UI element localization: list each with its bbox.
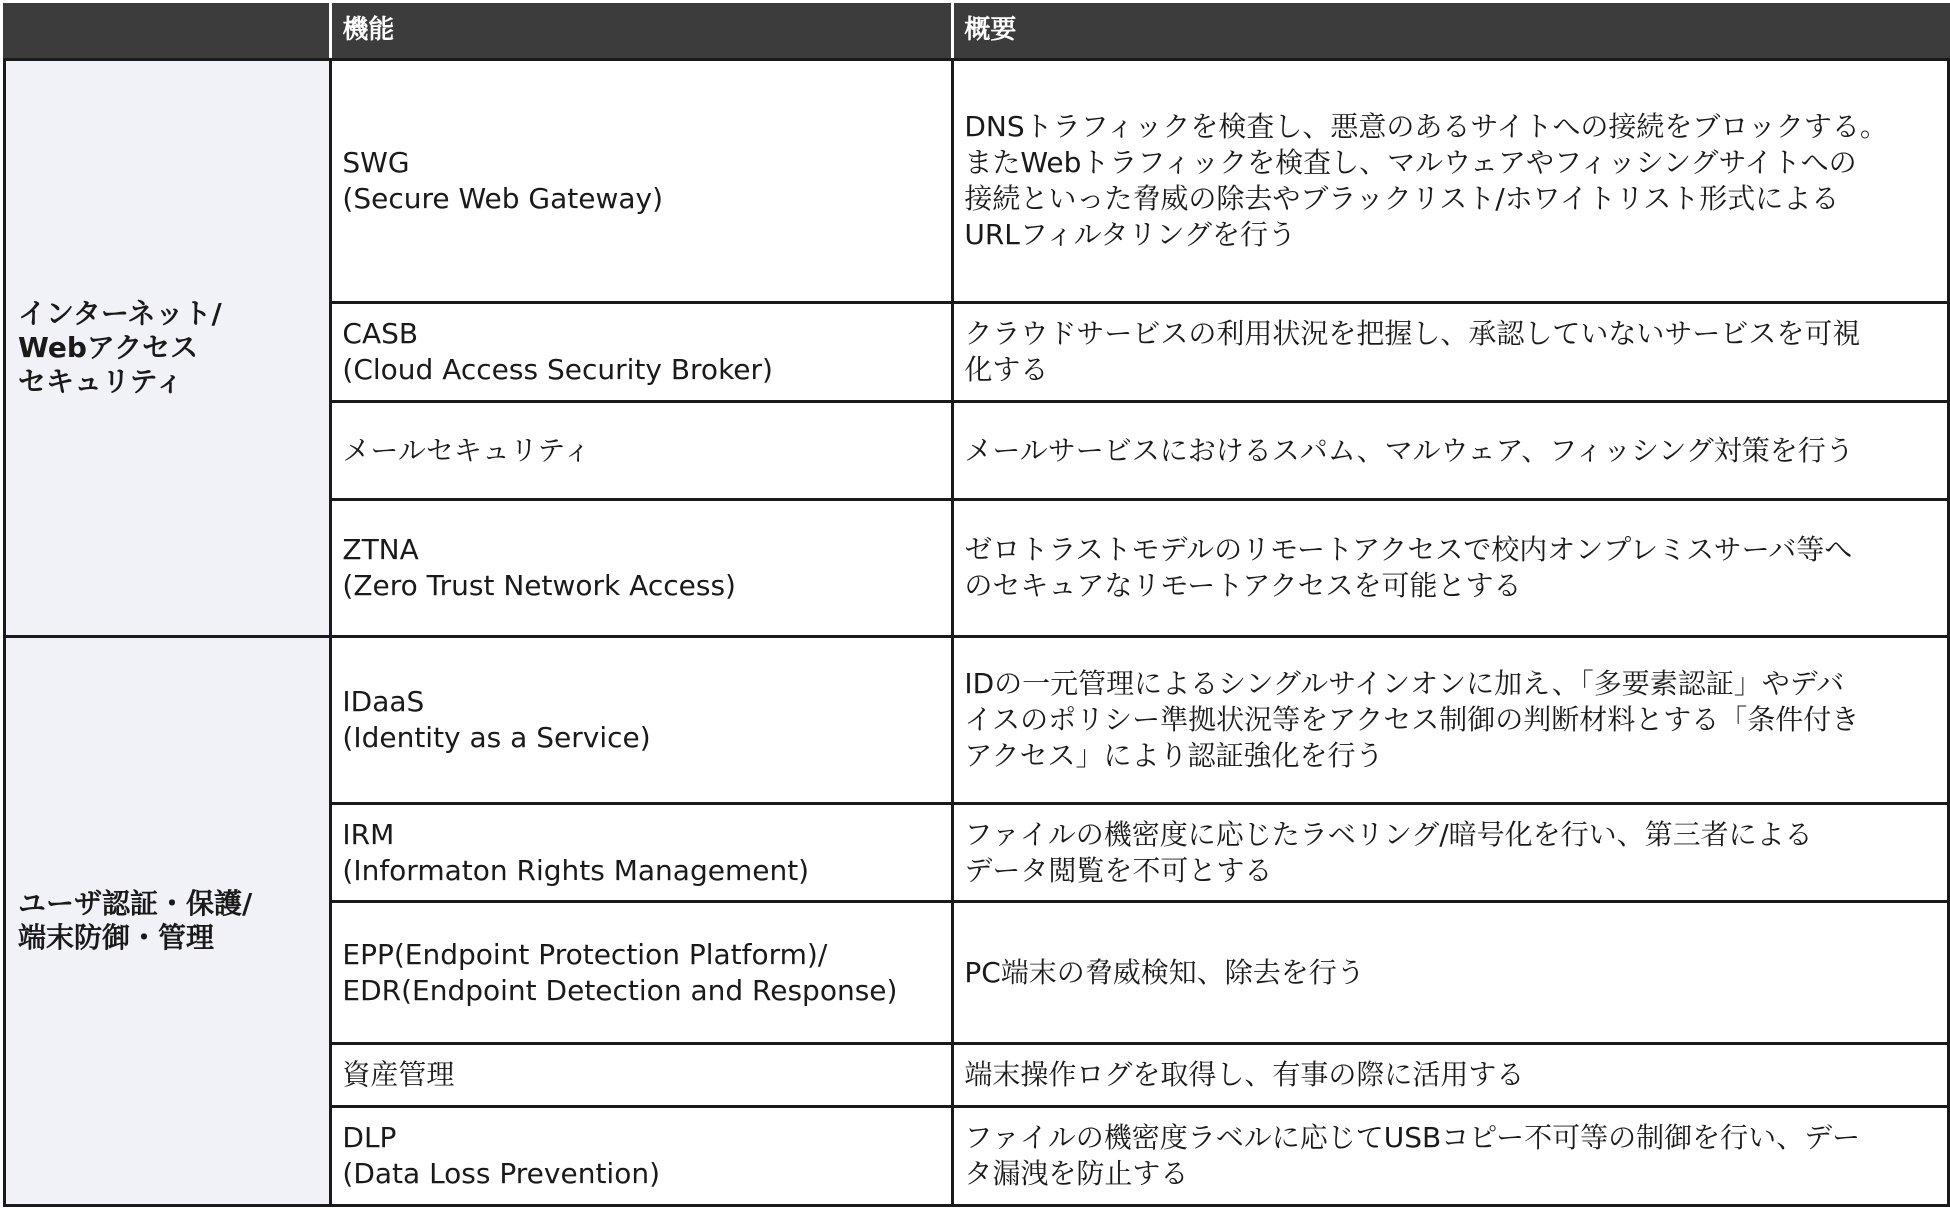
header-function-cell: 機能 — [331, 5, 953, 60]
function-cell: SWG (Secure Web Gateway) — [331, 60, 953, 303]
summary-cell: PC端末の脅威検知、除去を行う — [953, 902, 1949, 1044]
summary-cell: DNSトラフィックを検査し、悪意のあるサイトへの接続をブロックする。 またWebトラフィックを検査し、マルウェアやフィッシングサイトへの 接続といった脅威の除去やブラックリスト/ホワイトリスト形式による URLフィルタリングを行う — [953, 60, 1949, 303]
summary-cell: ゼロトラストモデルのリモートアクセスで校内オンプレミスサーバ等へ のセキュアなリモートアクセスを可能とする — [953, 500, 1949, 637]
function-cell: 資産管理 — [331, 1044, 953, 1107]
table-row — [5, 637, 1949, 804]
summary-cell: 端末操作ログを取得し、有事の際に活用する — [953, 1044, 1949, 1107]
security-functions-table — [3, 3, 1950, 1207]
function-cell: メールセキュリティ — [331, 402, 953, 500]
header-summary-cell: 概要 — [953, 5, 1949, 60]
summary-cell: IDの一元管理によるシングルサインオンに加え、「多要素認証」やデバ イスのポリシー準拠状況等をアクセス制御の判断材料とする「条件付き アクセス」により認証強化を行う — [953, 637, 1949, 804]
summary-cell: ファイルの機密度ラベルに応じてUSBコピー不可等の制御を行い、デー タ漏洩を防止する — [953, 1107, 1949, 1206]
header-category-cell — [5, 5, 331, 60]
function-cell: EPP(Endpoint Protection Platform)/ EDR(Endpoint Detection and Response) — [331, 902, 953, 1044]
summary-cell: クラウドサービスの利用状況を把握し、承認していないサービスを可視 化する — [953, 303, 1949, 402]
table-header-row — [5, 5, 1949, 60]
function-cell: CASB (Cloud Access Security Broker) — [331, 303, 953, 402]
function-cell: IDaaS (Identity as a Service) — [331, 637, 953, 804]
table-row — [5, 60, 1949, 303]
function-cell: IRM (Informaton Rights Management) — [331, 804, 953, 902]
summary-cell: ファイルの機密度に応じたラベリング/暗号化を行い、第三者による データ閲覧を不可とする — [953, 804, 1949, 902]
function-cell: DLP (Data Loss Prevention) — [331, 1107, 953, 1206]
summary-cell: メールサービスにおけるスパム、マルウェア、フィッシング対策を行う — [953, 402, 1949, 500]
category-cell-internet-web-security: インターネット/ Webアクセス セキュリティ — [5, 60, 331, 637]
category-cell-user-auth-endpoint: ユーザ認証・保護/ 端末防御・管理 — [5, 637, 331, 1206]
function-cell: ZTNA (Zero Trust Network Access) — [331, 500, 953, 637]
